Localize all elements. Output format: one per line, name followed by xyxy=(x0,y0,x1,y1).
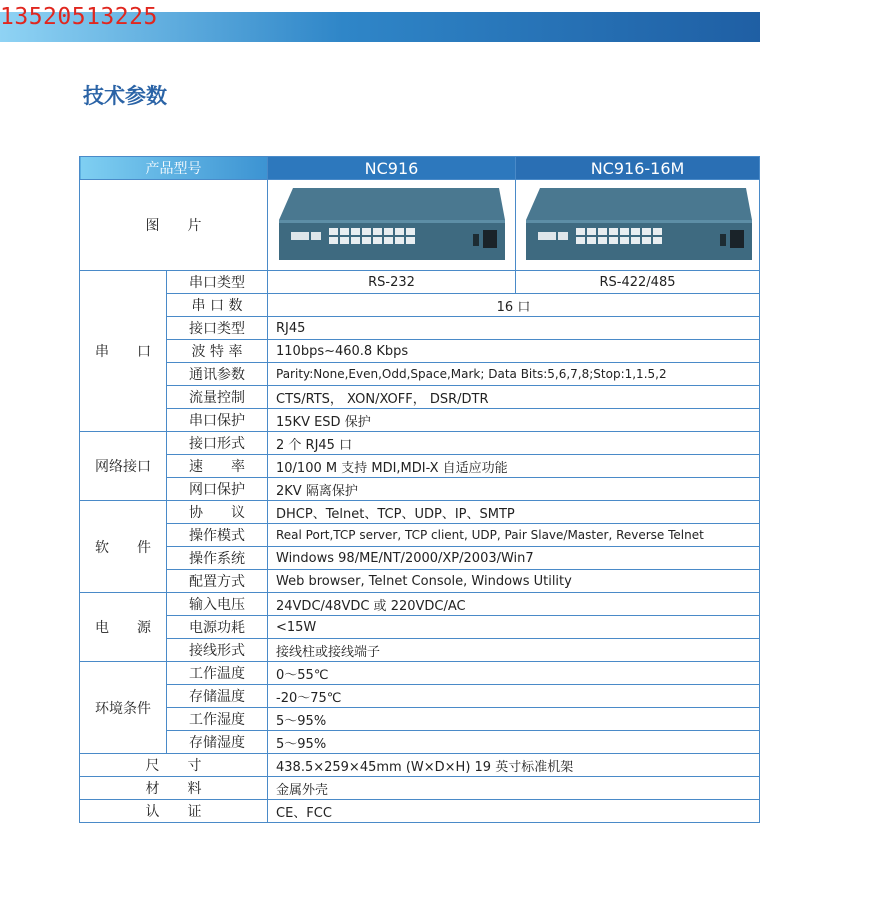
row-value: Real Port,TCP server, TCP client, UDP, Pair Slave/Master, Reverse Telnet xyxy=(268,524,760,547)
table-row xyxy=(80,754,760,777)
table-row xyxy=(80,593,760,616)
category-software: 软 件 xyxy=(80,501,167,593)
row-value: 5～95% xyxy=(268,731,760,754)
table-row xyxy=(80,616,760,639)
device-image-nc916-16m xyxy=(516,180,760,271)
row-value: CTS/RTS， XON/XOFF， DSR/DTR xyxy=(268,386,760,409)
table-row xyxy=(80,386,760,409)
row-label: 串口保护 xyxy=(167,409,268,432)
row-value: <15W xyxy=(268,616,760,639)
header-model-nc916: NC916 xyxy=(268,157,516,180)
row-label: 协 议 xyxy=(167,501,268,524)
row-value: CE、FCC xyxy=(268,800,760,823)
table-row xyxy=(80,340,760,363)
row-label: 材 料 xyxy=(80,777,268,800)
row-value: 10/100 M 支持 MDI,MDI-X 自适应功能 xyxy=(268,455,760,478)
table-row xyxy=(80,432,760,455)
table-row xyxy=(80,524,760,547)
row-label: 流量控制 xyxy=(167,386,268,409)
spec-table xyxy=(79,156,760,823)
table-row xyxy=(80,409,760,432)
table-row xyxy=(80,455,760,478)
row-label: 工作温度 xyxy=(167,662,268,685)
row-value: 110bps~460.8 Kbps xyxy=(268,340,760,363)
row-label: 操作模式 xyxy=(167,524,268,547)
table-row xyxy=(80,662,760,685)
row-label: 操作系统 xyxy=(167,547,268,570)
table-row xyxy=(80,777,760,800)
category-serial: 串 口 xyxy=(80,271,167,432)
row-value: 金属外壳 xyxy=(268,777,760,800)
row-value: Windows 98/ME/NT/2000/XP/2003/Win7 xyxy=(268,547,760,570)
row-label: 网口保护 xyxy=(167,478,268,501)
row-value: 5～95% xyxy=(268,708,760,731)
row-label: 串 口 数 xyxy=(167,294,268,317)
row-label: 输入电压 xyxy=(167,593,268,616)
row-value: 2KV 隔离保护 xyxy=(268,478,760,501)
table-row xyxy=(80,685,760,708)
table-row xyxy=(80,317,760,340)
row-value: RS-232 xyxy=(268,271,516,294)
table-row xyxy=(80,570,760,593)
row-value: -20～75℃ xyxy=(268,685,760,708)
category-power: 电 源 xyxy=(80,593,167,662)
category-environment: 环境条件 xyxy=(80,662,167,754)
row-value: DHCP、Telnet、TCP、UDP、IP、SMTP xyxy=(268,501,760,524)
row-label: 电源功耗 xyxy=(167,616,268,639)
table-row xyxy=(80,547,760,570)
picture-row xyxy=(80,180,760,271)
row-value: 438.5×259×45mm (W×D×H) 19 英寸标准机架 xyxy=(268,754,760,777)
row-value: Web browser, Telnet Console, Windows Utility xyxy=(268,570,760,593)
table-row xyxy=(80,363,760,386)
row-value: RS-422/485 xyxy=(516,271,760,294)
row-value: 16 口 xyxy=(268,294,760,317)
row-label: 接口形式 xyxy=(167,432,268,455)
row-label: 速 率 xyxy=(167,455,268,478)
row-value: RJ45 xyxy=(268,317,760,340)
table-row xyxy=(80,501,760,524)
row-value: 15KV ESD 保护 xyxy=(268,409,760,432)
row-label: 存储湿度 xyxy=(167,731,268,754)
row-label: 串口类型 xyxy=(167,271,268,294)
header-label: 产品型号 xyxy=(80,157,268,180)
table-row xyxy=(80,294,760,317)
table-row xyxy=(80,708,760,731)
row-value: Parity:None,Even,Odd,Space,Mark; Data Bits:5,6,7,8;Stop:1,1.5,2 xyxy=(268,363,760,386)
row-value: 0～55℃ xyxy=(268,662,760,685)
table-row xyxy=(80,800,760,823)
row-label: 波 特 率 xyxy=(167,340,268,363)
picture-label: 图 片 xyxy=(80,180,268,271)
header-row xyxy=(80,157,760,180)
row-label: 认 证 xyxy=(80,800,268,823)
table-row xyxy=(80,271,760,294)
row-label: 存储温度 xyxy=(167,685,268,708)
row-label: 接线形式 xyxy=(167,639,268,662)
row-label: 通讯参数 xyxy=(167,363,268,386)
row-label: 接口类型 xyxy=(167,317,268,340)
page-title: 技术参数 xyxy=(83,84,167,108)
row-label: 尺 寸 xyxy=(80,754,268,777)
header-model-nc916-16m: NC916-16M xyxy=(516,157,760,180)
table-row xyxy=(80,478,760,501)
row-value: 接线柱或接线端子 xyxy=(268,639,760,662)
phone-number: 13520513225 xyxy=(0,4,158,30)
row-value: 2 个 RJ45 口 xyxy=(268,432,760,455)
row-label: 工作湿度 xyxy=(167,708,268,731)
row-label: 配置方式 xyxy=(167,570,268,593)
table-row xyxy=(80,731,760,754)
row-value: 24VDC/48VDC 或 220VDC/AC xyxy=(268,593,760,616)
table-row xyxy=(80,639,760,662)
category-network: 网络接口 xyxy=(80,432,167,501)
device-image-nc916 xyxy=(268,180,516,271)
